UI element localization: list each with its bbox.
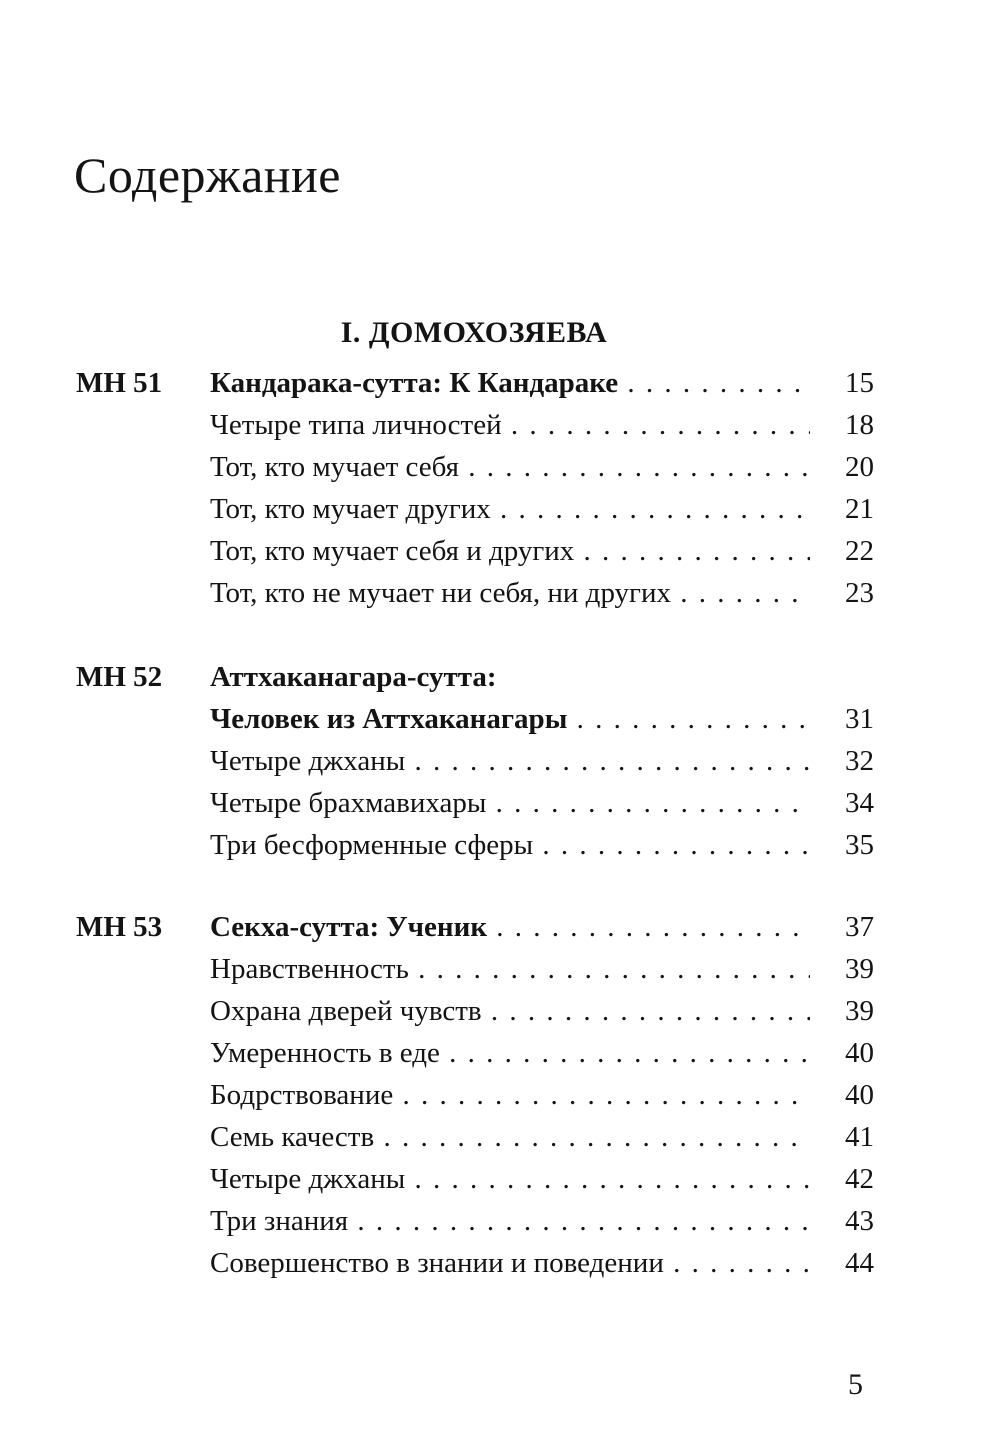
sutta-title: Аттхаканагара-сутта: xyxy=(210,661,497,693)
page-ref: 40 xyxy=(810,1074,874,1116)
page-ref: 18 xyxy=(810,404,874,446)
toc-subsection-row[interactable] xyxy=(0,990,1000,1032)
subsection-label: Охрана дверей чувств . . . xyxy=(210,990,874,1032)
page-ref: 39 xyxy=(810,948,874,990)
toc-subsection-row[interactable] xyxy=(0,1074,1000,1116)
sutta-code: MH 52 xyxy=(76,661,163,693)
toc-subsection-row[interactable] xyxy=(0,1032,1000,1074)
page-ref: 42 xyxy=(810,1158,874,1200)
page-ref: 41 xyxy=(810,1116,874,1158)
subsection-label: Четыре типа личностей . . . xyxy=(210,404,874,446)
toc-subsection-row[interactable] xyxy=(0,1200,1000,1242)
page-ref: 34 xyxy=(810,782,874,824)
subsection-label: Семь качеств . . . xyxy=(210,1116,874,1158)
sutta-title: Секха-сутта: Ученик . . . xyxy=(210,906,874,948)
subsection-label: Умеренность в еде . . . xyxy=(210,1032,874,1074)
subsection-label: Нравственность . . . xyxy=(210,948,874,990)
toc-subsection-row[interactable] xyxy=(0,1116,1000,1158)
toc-subsection-row[interactable] xyxy=(0,1158,1000,1200)
subsection-label: Тот, кто не мучает ни себя, ни других . . . xyxy=(210,572,874,614)
sutta-title-line2: Человек из Аттхаканагары . . . xyxy=(210,698,874,740)
page-number: 5 xyxy=(848,1368,863,1401)
subsection-label: Совершенство в знании и поведении . . . xyxy=(210,1242,874,1284)
page-ref: 22 xyxy=(810,530,874,572)
subsection-label: Четыре джханы . . . xyxy=(210,740,874,782)
toc-subsection-row[interactable] xyxy=(0,1242,1000,1284)
subsection-label: Четыре джханы . . . xyxy=(210,1158,874,1200)
page-ref: 15 xyxy=(810,362,874,404)
toc-subsection-row[interactable] xyxy=(0,404,1000,446)
page-ref: 44 xyxy=(810,1242,874,1284)
toc-sutta-title-row-continued[interactable] xyxy=(0,698,1000,740)
page-ref: 31 xyxy=(810,698,874,740)
toc-subsection-row[interactable] xyxy=(0,824,1000,866)
page-ref: 37 xyxy=(810,906,874,948)
toc-subsection-row[interactable] xyxy=(0,572,1000,614)
subsection-label: Три бесформенные сферы . . . xyxy=(210,824,874,866)
toc-sutta-title-row[interactable] xyxy=(0,656,1000,698)
subsection-label: Бодрствование . . . xyxy=(210,1074,874,1116)
subsection-label: Тот, кто мучает себя . . . xyxy=(210,446,874,488)
page-title: Содержание xyxy=(74,147,341,203)
toc-subsection-row[interactable] xyxy=(0,948,1000,990)
sutta-code: MH 51 xyxy=(76,367,163,399)
page-ref: 39 xyxy=(810,990,874,1032)
page-ref: 35 xyxy=(810,824,874,866)
page-ref: 20 xyxy=(810,446,874,488)
subsection-label: Тот, кто мучает себя и других . . . xyxy=(210,530,874,572)
page-ref: 32 xyxy=(810,740,874,782)
page-ref: 40 xyxy=(810,1032,874,1074)
sutta-code: MH 53 xyxy=(76,911,163,943)
page-ref: 43 xyxy=(810,1200,874,1242)
sutta-title: Кандарака-сутта: К Кандараке . . . xyxy=(210,362,874,404)
toc-subsection-row[interactable] xyxy=(0,530,1000,572)
toc-subsection-row[interactable] xyxy=(0,488,1000,530)
toc-subsection-row[interactable] xyxy=(0,446,1000,488)
page-ref: 21 xyxy=(810,488,874,530)
section-heading: I. ДОМОХОЗЯЕВА xyxy=(340,316,608,349)
toc-subsection-row[interactable] xyxy=(0,740,1000,782)
subsection-label: Три знания . . . xyxy=(210,1200,874,1242)
subsection-label: Четыре брахмавихары . . . xyxy=(210,782,874,824)
subsection-label: Тот, кто мучает других . . . xyxy=(210,488,874,530)
toc-subsection-row[interactable] xyxy=(0,782,1000,824)
toc-sutta-title-row[interactable] xyxy=(0,362,1000,404)
page-ref: 23 xyxy=(810,572,874,614)
toc-sutta-title-row[interactable] xyxy=(0,906,1000,948)
